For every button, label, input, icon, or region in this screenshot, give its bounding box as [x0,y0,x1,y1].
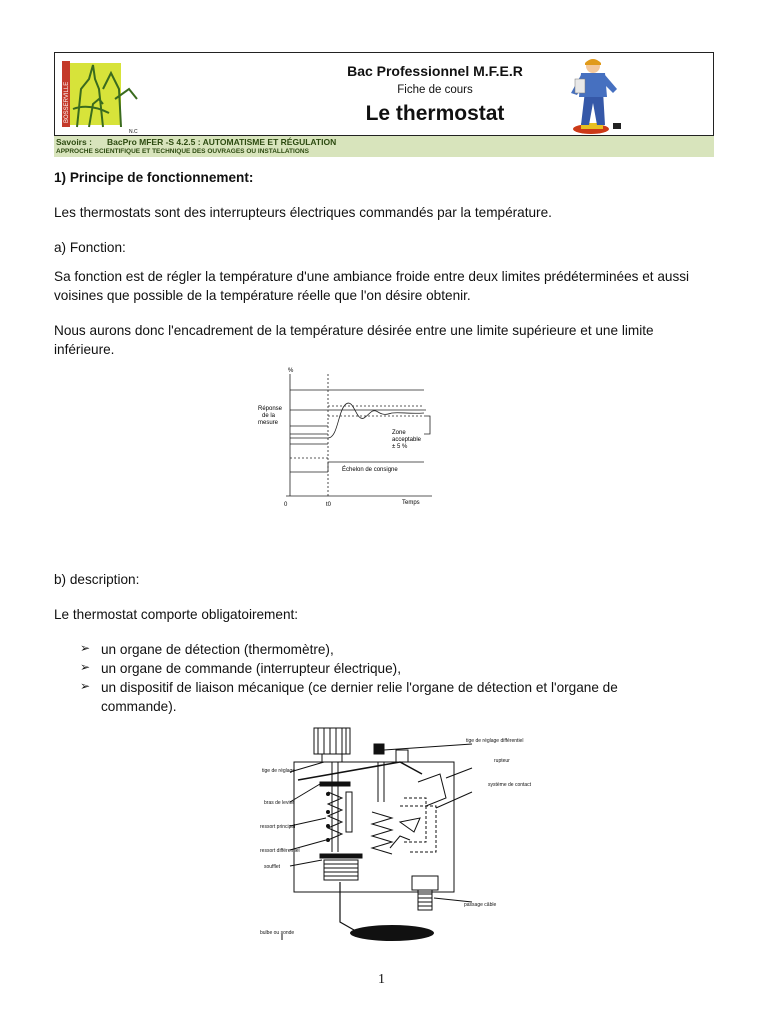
logo-text: BOSSERVILLE [64,81,70,123]
intro-text: Les thermostats sont des interrupteurs électriques commandés par la température. [54,205,552,220]
origin-label: 0 [284,502,288,508]
list-item: ➢ un organe de détection (thermomètre), [80,641,334,657]
response-label-1: Réponse [258,406,283,412]
page-title: Le thermostat [365,102,505,125]
label-systeme-contact: système de contact [488,782,532,788]
header-subtitle: Fiche de cours [397,84,473,96]
component-list [0,640,768,716]
approche-label: APPROCHE SCIENTIFIQUE ET TECHNIQUE DES OUVRAGES OU INSTALLATIONS [56,148,309,155]
label-soufflet: soufflet [264,864,281,870]
arrow-bullet-icon: ➢ [80,641,91,655]
description-heading: b) description: [54,572,140,587]
label-tige-reglage-diff: tige de réglage différentiel [466,738,524,744]
step-label: Échelon de consigne [342,467,398,473]
label-ressort-differentiel: ressort différentiel [260,848,300,854]
section1-heading: 1) Principe de fonctionnement: [54,170,254,185]
x-axis-label: Temps [402,500,420,506]
response-label-2: de la [262,413,276,419]
arrow-bullet-icon: ➢ [80,679,91,693]
label-passage-cable: passage câble [464,902,497,908]
arrow-bullet-icon: ➢ [80,660,91,674]
zone-label-1: Zone [392,430,406,436]
y-unit-label: % [288,368,294,374]
header-box [54,52,714,136]
initials: N.C [129,129,138,135]
step-response-figure [250,360,450,512]
savoirs-label: Savoirs : [56,137,92,147]
zone-label-2: acceptable [392,437,422,443]
fonction-paragraph-1: Sa fonction est de régler la température d'une ambiance froide entre deux limites prédéterminées et aussi voisines que possible de la température réelle que l'on désire obtenir. [54,269,690,303]
response-label-3: mesure [258,420,279,426]
subject-band [54,136,714,157]
label-rupteur: rupteur [494,758,510,764]
label-ressort-principal: ressort principal [260,824,296,830]
list-item: ➢ un dispositif de liaison mécanique (ce dernier relie l'organe de détection et l'organe de commande). [80,679,618,714]
description-intro: Le thermostat comporte obligatoirement: [54,607,299,622]
school-logo [59,59,143,135]
fonction-paragraph-2: Nous aurons donc l'encadrement de la température désirée entre une limite supérieure et une limite inférieure. [54,323,654,357]
zone-label-3: ± 5 % [392,444,408,450]
header-title: Bac Professionnel M.F.E.R [347,63,523,79]
page-number: 1 [378,972,385,987]
fonction-heading: a) Fonction: [54,240,126,255]
label-bras-levier: bras de levier [264,800,295,806]
list-item: ➢ un organe de commande (interrupteur électrique), [80,660,401,676]
thermostat-schematic [250,722,550,944]
label-bulbe: bulbe ou sonde [260,930,295,936]
technician-mascot [563,57,633,135]
t0-label: t0 [326,502,332,508]
label-tige-reglage: tige de réglage [262,768,296,774]
savoirs-value: BacPro MFER -S 4.2.5 : AUTOMATISME ET RÉGULATION [107,137,337,147]
